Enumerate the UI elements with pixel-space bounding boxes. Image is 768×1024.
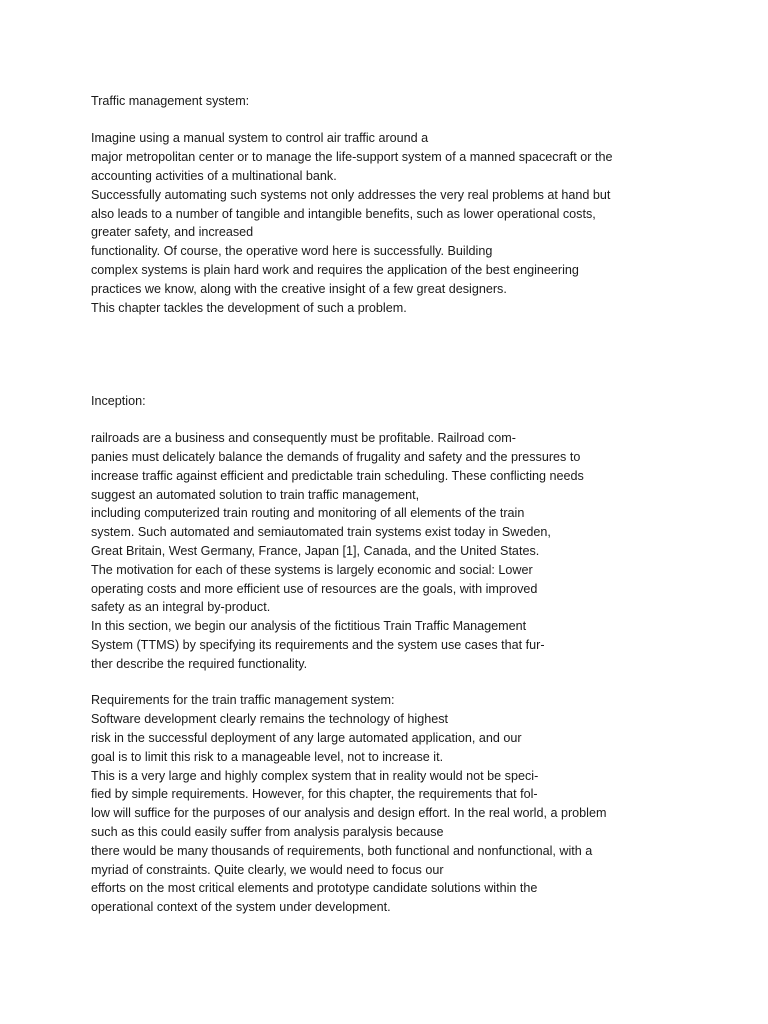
paragraph-line: ther describe the required functionality. [91,657,308,671]
paragraph-line: practices we know, along with the creative insight of a few great designers. [91,282,507,296]
paragraph-line: This chapter tackles the development of such a problem. [91,301,407,315]
section-heading-requirements: Requirements for the train traffic management system: [91,693,395,707]
paragraph-line: operating costs and more efficient use of resources are the goals, with improved [91,582,538,596]
paragraph-line: This is a very large and highly complex system that in reality would not be speci- [91,769,539,783]
paragraph-line: complex systems is plain hard work and requires the application of the best engineering [91,263,579,277]
section-heading-traffic-management: Traffic management system: [91,94,250,108]
paragraph-line: fied by simple requirements. However, for this chapter, the requirements that fol- [91,787,538,801]
paragraph-line: such as this could easily suffer from analysis paralysis because [91,825,444,839]
paragraph-line: efforts on the most critical elements and prototype candidate solutions within the [91,881,538,895]
paragraph-line: there would be many thousands of requirements, both functional and nonfunctional, with a [91,844,593,858]
paragraph-line: accounting activities of a multinational bank. [91,169,337,183]
paragraph-line: low will suffice for the purposes of our analysis and design effort. In the real world, a problem [91,806,607,820]
paragraph-line: major metropolitan center or to manage the life-support system of a manned spacecraft or the [91,150,613,164]
paragraph-line: Software development clearly remains the technology of highest [91,712,449,726]
paragraph-line: goal is to limit this risk to a manageable level, not to increase it. [91,750,444,764]
paragraph-line: Imagine using a manual system to control air traffic around a [91,131,429,145]
paragraph-line: safety as an integral by-product. [91,600,271,614]
paragraph-line: Successfully automating such systems not only addresses the very real problems at hand but [91,188,611,202]
paragraph-line: railroads are a business and consequently must be profitable. Railroad com- [91,431,516,445]
paragraph-line: including computerized train routing and monitoring of all elements of the train [91,506,525,520]
paragraph-line: In this section, we begin our analysis of the fictitious Train Traffic Management [91,619,527,633]
paragraph-line: system. Such automated and semiautomated train systems exist today in Sweden, [91,525,551,539]
paragraph-line: increase traffic against efficient and predictable train scheduling. These conflicting needs [91,469,584,483]
paragraph-line: Great Britain, West Germany, France, Japan [1], Canada, and the United States. [91,544,540,558]
paragraph-line: myriad of constraints. Quite clearly, we would need to focus our [91,863,444,877]
paragraph-line: The motivation for each of these systems is largely economic and social: Lower [91,563,533,577]
paragraph-line: operational context of the system under development. [91,900,391,914]
paragraph-line: System (TTMS) by specifying its requirements and the system use cases that fur- [91,638,545,652]
paragraph-line: also leads to a number of tangible and intangible benefits, such as lower operational costs, [91,207,596,221]
paragraph-line: functionality. Of course, the operative word here is successfully. Building [91,244,493,258]
section-heading-inception: Inception: [91,394,146,408]
paragraph-line: panies must delicately balance the demands of frugality and safety and the pressures to [91,450,581,464]
paragraph-line: suggest an automated solution to train traffic management, [91,488,420,502]
paragraph-line: greater safety, and increased [91,225,254,239]
paragraph-line: risk in the successful deployment of any large automated application, and our [91,731,522,745]
